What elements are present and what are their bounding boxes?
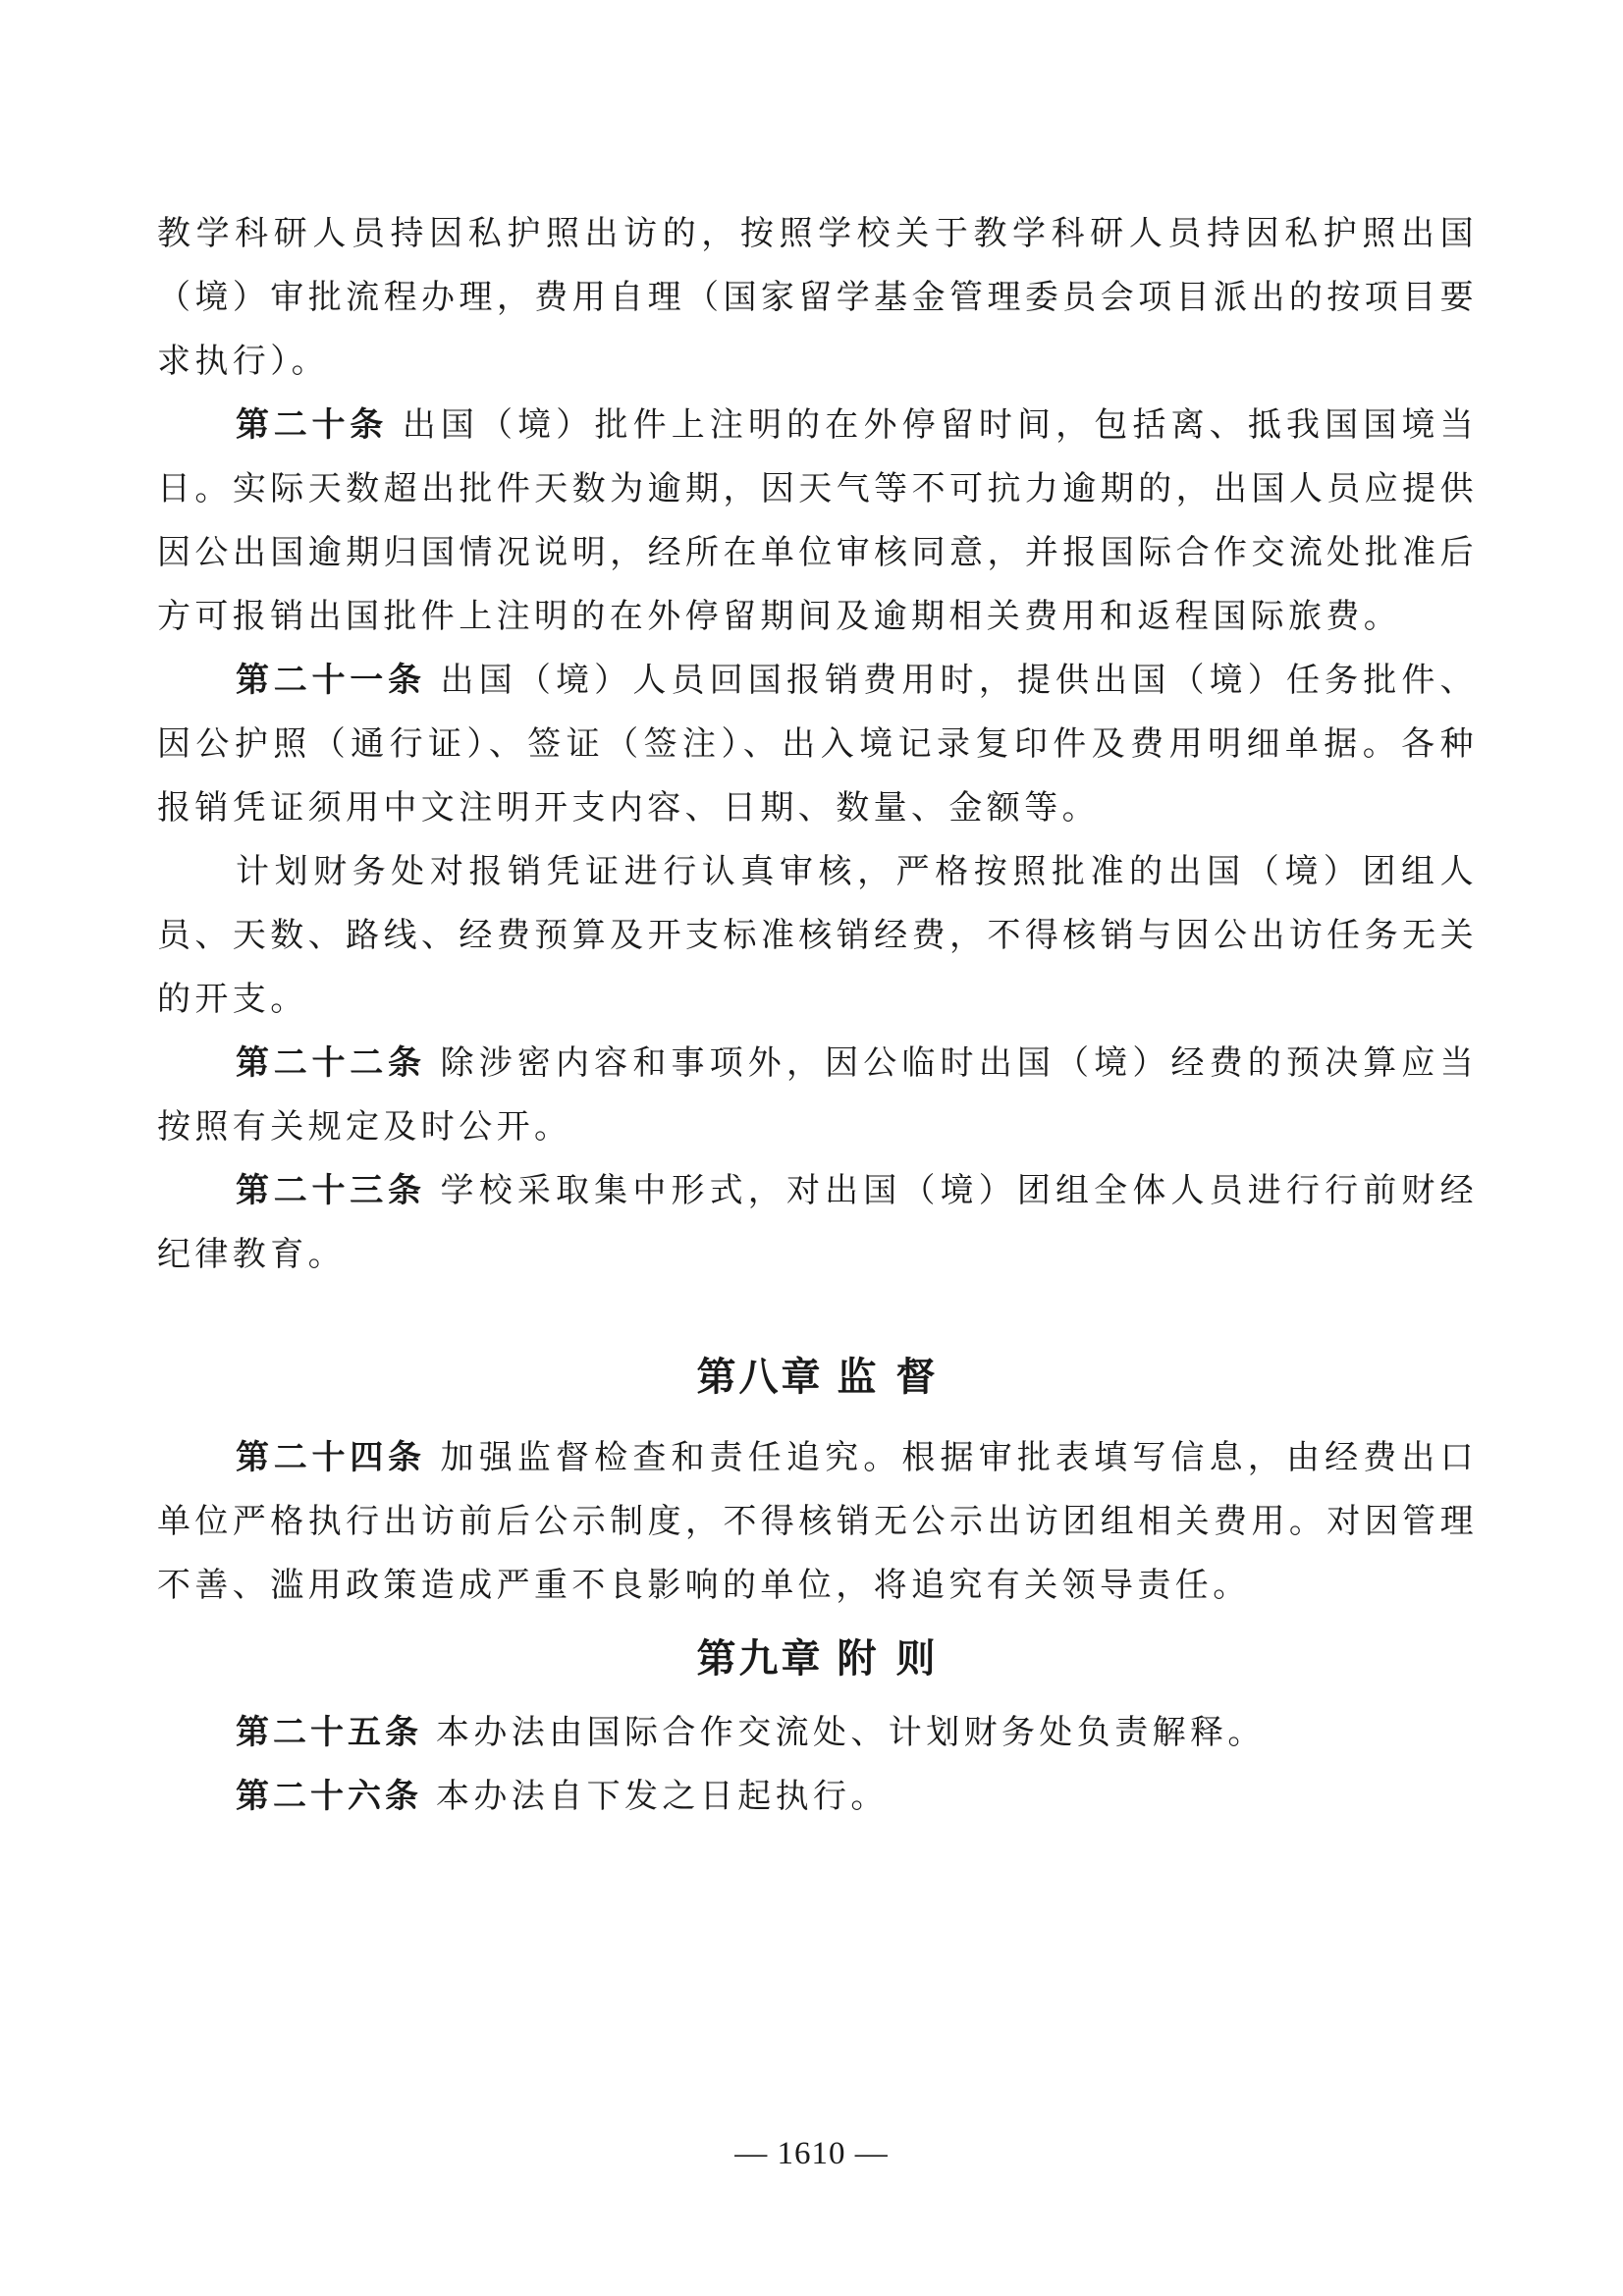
article-text: 除涉密内容和事项外，因公临时出国（境）经费的预决算应当按照有关规定及时公开。 (157, 1043, 1478, 1147)
article-label: 第二十六条 (236, 1777, 422, 1816)
chapter-title: 附 则 (837, 1636, 939, 1682)
article-26 (157, 1765, 1478, 1829)
document-body (157, 202, 1478, 1829)
article-23 (157, 1159, 1478, 1287)
chapter-title: 监 督 (837, 1355, 939, 1400)
chapter-number: 第九章 (696, 1636, 824, 1682)
article-label: 第二十三条 (236, 1171, 426, 1210)
article-label: 第二十条 (236, 405, 388, 445)
article-24 (157, 1426, 1478, 1618)
paragraph-finance-review: 计划财务处对报销凭证进行认真审核，严格按照批准的出国（境）团组人员、天数、路线、经费预算及开支标准核销经费，不得核销与因公出访任务无关的开支。 (157, 852, 1478, 1019)
chapter-8-heading (157, 1328, 1478, 1426)
article-22 (157, 1032, 1478, 1159)
article-label: 第二十五条 (236, 1713, 422, 1752)
article-text: 本办法由国际合作交流处、计划财务处负责解释。 (436, 1713, 1266, 1752)
article-label: 第二十四条 (236, 1438, 426, 1477)
article-text: 本办法自下发之日起执行。 (436, 1777, 889, 1816)
article-text: 出国（境）批件上注明的在外停留时间，包括离、抵我国国境当日。实际天数超出批件天数为逾期，因天气等不可抗力逾期的，出国人员应提供因公出国逾期归国情况说明，经所在单位审核同意，并报国际合作交流处批准后方可报销出国批件上注明的在外停留期间及逾期相关费用和返程国际旅费。 (157, 405, 1479, 636)
chapter-number: 第八章 (696, 1355, 824, 1400)
page-number: — 1610 — (734, 2136, 889, 2171)
paragraph-intro: 教学科研人员持因私护照出访的，按照学校关于教学科研人员持因私护照出国（境）审批流程办理，费用自理（国家留学基金管理委员会项目派出的按项目要求执行）。 (157, 214, 1478, 381)
article-25 (157, 1701, 1478, 1765)
article-21 (157, 649, 1478, 840)
article-text: 加强监督检查和责任追究。根据审批表填写信息，由经费出口单位严格执行出访前后公示制度，不得核销无公示出访团组相关费用。对因管理不善、滥用政策造成严重不良影响的单位，将追究有关领导责任。 (157, 1438, 1478, 1605)
article-20 (157, 394, 1478, 649)
article-label: 第二十二条 (236, 1043, 426, 1083)
chapter-9-heading (157, 1618, 1478, 1701)
article-label: 第二十一条 (236, 661, 426, 700)
article-text: 学校采取集中形式，对出国（境）团组全体人员进行行前财经纪律教育。 (157, 1171, 1478, 1274)
article-text: 出国（境）人员回国报销费用时，提供出国（境）任务批件、因公护照（通行证）、签证（签注）、出入境记录复印件及费用明细单据。各种报销凭证须用中文注明开支内容、日期、数量、金额等。 (157, 661, 1478, 828)
